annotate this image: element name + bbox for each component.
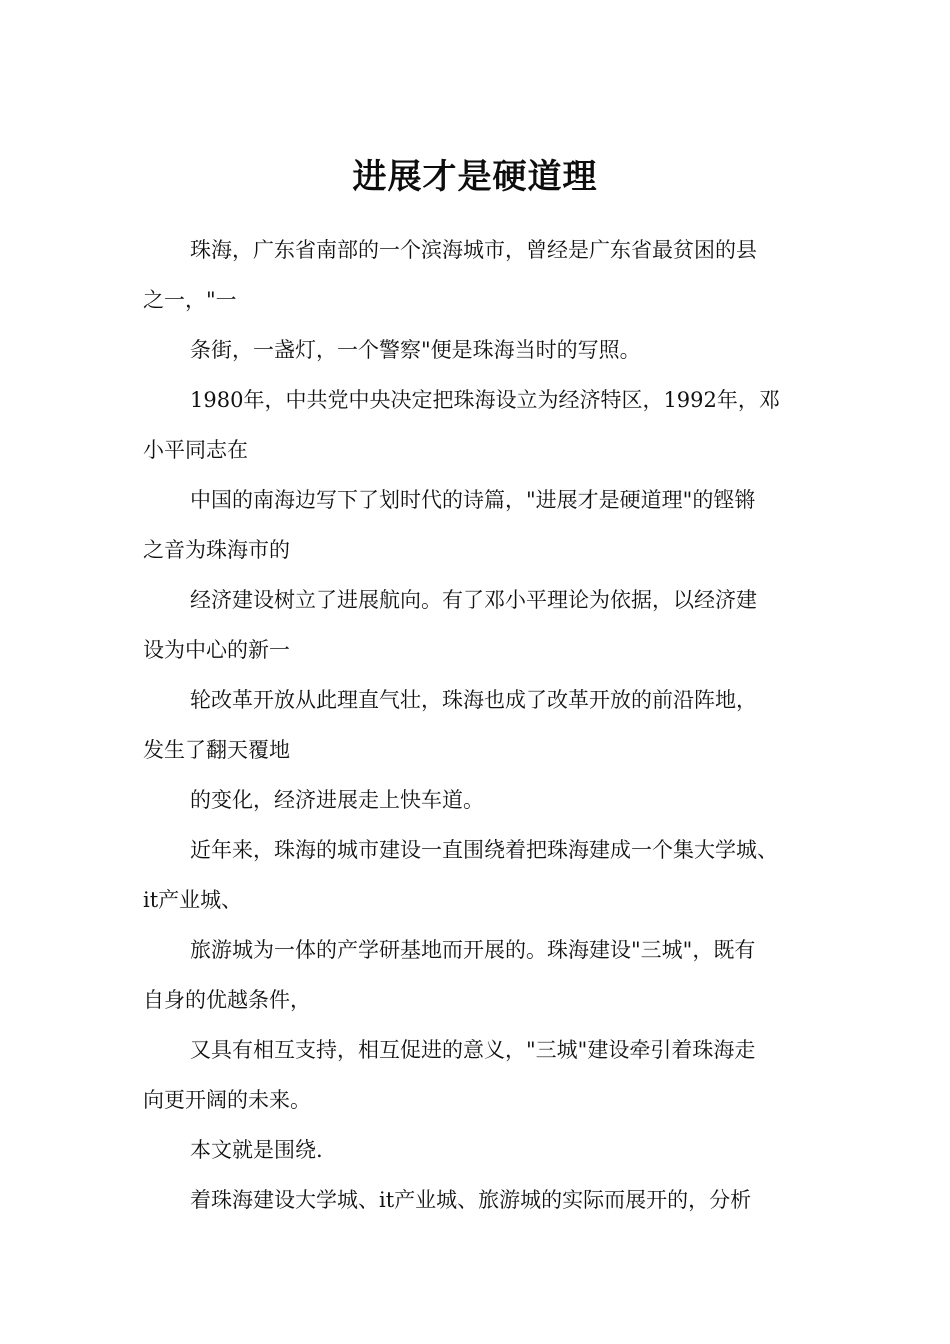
- text-line: 着珠海建设大学城、it产业城、旅游城的实际而展开的，分析: [190, 1188, 752, 1212]
- text-line: 之一，"一: [143, 288, 237, 312]
- text-line: 自身的优越条件，: [143, 988, 311, 1012]
- text-line: 向更开阔的未来。: [143, 1088, 311, 1112]
- text-line: 轮改革开放从此理直气壮，珠海也成了改革开放的前沿阵地，: [190, 688, 757, 712]
- document-body: [143, 225, 815, 1225]
- text-line: 小平同志在: [143, 438, 248, 462]
- text-line: 经济建设树立了进展航向。有了邓小平理论为依据，以经济建: [190, 588, 757, 612]
- text-line: 旅游城为一体的产学研基地而开展的。珠海建设"三城"，既有: [190, 938, 756, 962]
- text-line: 近年来，珠海的城市建设一直围绕着把珠海建成一个集大学城、: [190, 838, 778, 862]
- document-title: 进展才是硬道理: [352, 156, 598, 197]
- text-line: 条街，一盏灯，一个警察"便是珠海当时的写照。: [190, 338, 641, 362]
- text-line: 设为中心的新一: [143, 638, 290, 662]
- text-line: 中国的南海边写下了划时代的诗篇，"进展才是硬道理"的铿锵: [190, 488, 756, 512]
- text-line: it产业城、: [143, 888, 243, 912]
- text-line: 1980年，中共党中央决定把珠海设立为经济特区，1992年，邓: [190, 388, 780, 412]
- text-line: 本文就是围绕.: [190, 1138, 323, 1162]
- text-line: 发生了翻天覆地: [143, 738, 290, 762]
- text-line: 的变化，经济进展走上快车道。: [190, 788, 484, 812]
- text-line: 之音为珠海市的: [143, 538, 290, 562]
- text-line: 珠海，广东省南部的一个滨海城市，曾经是广东省最贫困的县: [190, 238, 757, 262]
- text-line: 又具有相互支持，相互促进的意义，"三城"建设牵引着珠海走: [190, 1038, 756, 1062]
